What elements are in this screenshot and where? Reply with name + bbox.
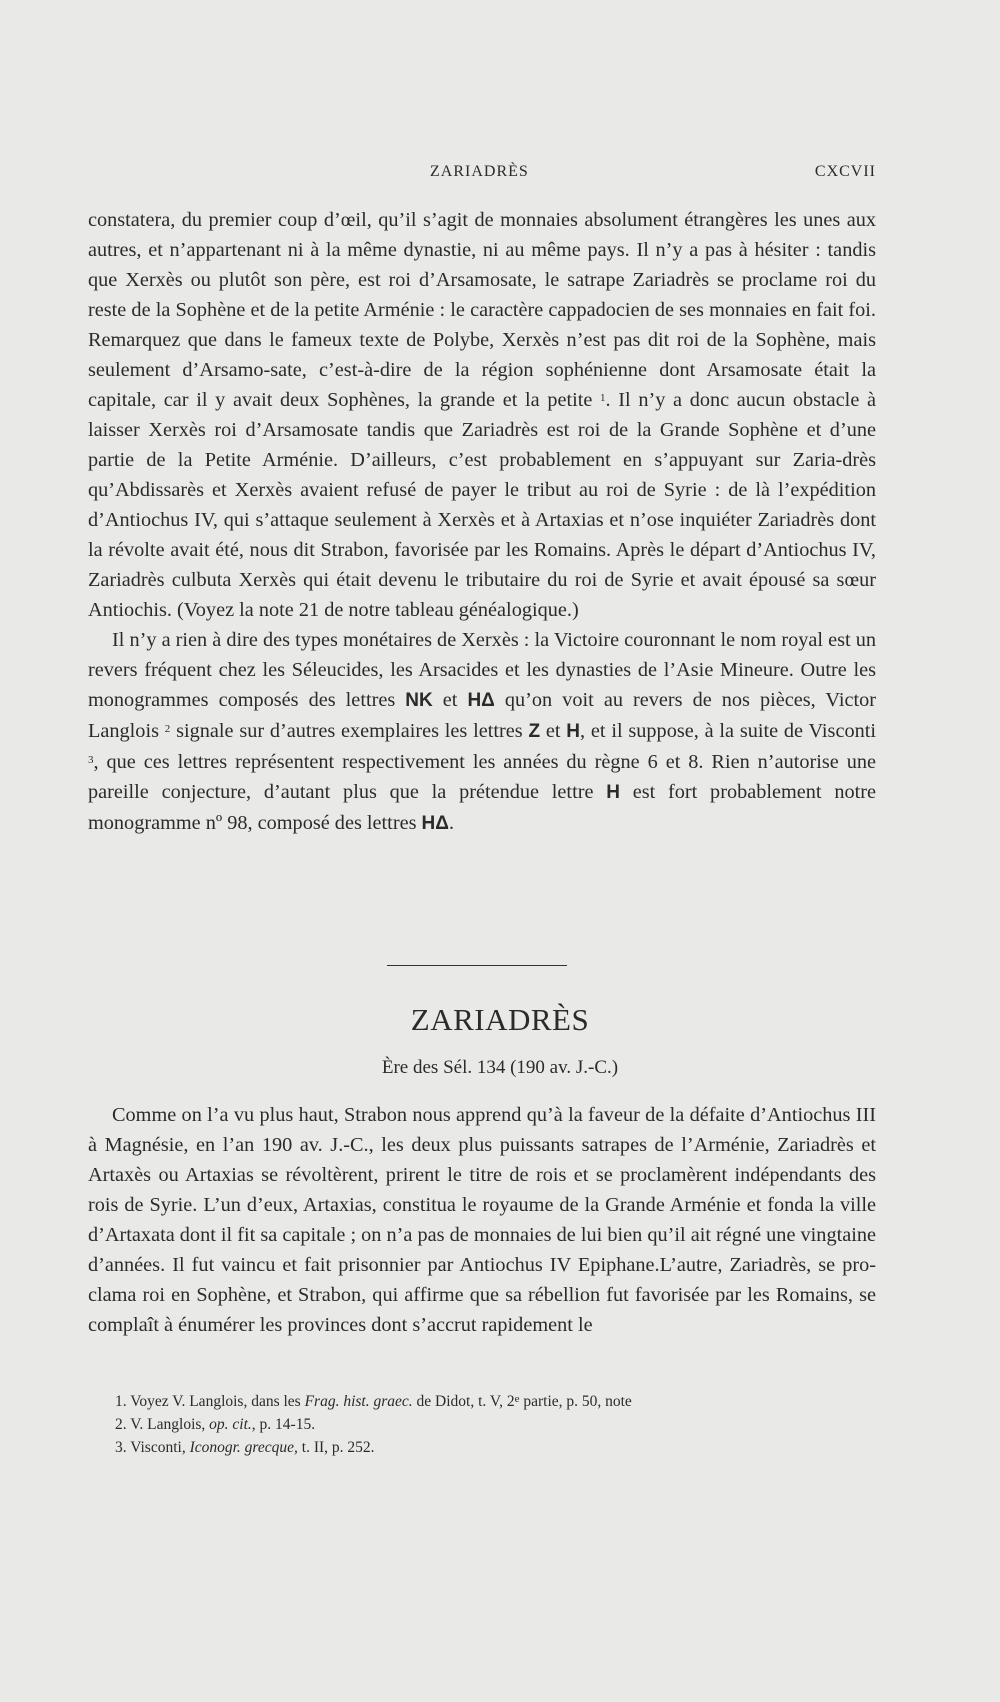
- running-title: ZARIADRÈS: [430, 163, 529, 180]
- footnote-3: [115, 1436, 815, 1459]
- monogram-nk: NK: [405, 690, 433, 711]
- footnote-superscript: e: [514, 1393, 520, 1405]
- paragraph-1-text-b: . Il n’y a donc aucun obstacle à laisser Xerxès roi d’Arsamosate tandis que Zariadrès est roi de la Grande Sophène et d’une partie de la Petite Arménie. D’ailleurs, c’est probablement en s’appuyant sur Zaria-drès qu’Abdissarès et Xerxès avaient refusé de payer le tribut au roi de Syrie : de là l’expédition d’Antiochus IV, qui s’attaque seulement à Xerxès et à Artaxias et n’ose inquiéter Zariadrès dont la révolte avait été, nous dit Strabon, favorisée par les Romains. Après le départ d’Antiochus IV, Zariadrès culbuta Xerxès qui était devenu le tributaire du roi de Syrie et avait épousé sa sœur Antiochis. (Voyez la note 21 de notre tableau généalogique.): [88, 389, 876, 621]
- paragraph-2-text: et: [432, 689, 468, 711]
- footnote-number: 2.: [115, 1416, 127, 1433]
- paragraph-2-text: signale sur d’autres exemplaires les lettres: [170, 720, 529, 742]
- footnotes: [115, 1390, 815, 1459]
- footnote-ref-3: 3: [88, 754, 94, 766]
- section-era: Ère des Sél. 134 (190 av. J.-C.): [381, 1057, 619, 1078]
- running-head: [88, 163, 876, 185]
- monogram-h: H: [606, 782, 620, 803]
- section-divider: [387, 965, 567, 966]
- paragraph-3: Comme on l’a vu plus haut, Strabon nous apprend qu’à la faveur de la défaite d’Antiochus III à Magnésie, en l’an 190 av. J.-C., les deux plus puissants satrapes de l’Arménie, Zariadrès et Artaxès ou Artaxias se révoltèrent, prirent le titre de rois et se proclamèrent indépendants des rois de Syrie. L’un d’eux, Artaxias, constitua le royaume de la Grande Arménie et fonda la ville d’Artaxata dont il fit sa capitale ; on n’a pas de monnaies de lui bien qu’il ait régné une vingtaine d’années. Il fut vaincu et fait prisonnier par Antiochus IV Epiphane.L’autre, Zariadrès, se pro-clama roi en Sophène, et Strabon, qui affirme que sa rébellion fut favorisée par les Romains, se complaît à énumérer les provinces dont s’accrut rapidement le: [88, 1104, 876, 1336]
- footnote-2: [115, 1413, 815, 1436]
- monogram-hd: HΔ: [421, 813, 449, 834]
- footnote-ref-1: 1: [600, 392, 606, 404]
- paragraph-2-text: est fort probablement notre monogramme nº 98, composé des lettres: [88, 781, 876, 834]
- paragraph-2-text: , et il suppose, à la suite de Visconti: [580, 720, 876, 742]
- footnote-number: 3.: [115, 1439, 127, 1456]
- body-text-upper: [88, 205, 876, 839]
- footnote-number: 1.: [115, 1393, 127, 1410]
- footnote-text: , p. 14-15.: [251, 1416, 316, 1433]
- footnote-italic: Frag. hist. graec.: [304, 1393, 413, 1410]
- paragraph-1: [88, 205, 876, 625]
- footnote-text: partie, p. 50, note: [519, 1393, 632, 1410]
- paragraph-2-text: , que ces lettres représentent respectivement les années du règne 6 et 8. Rien n’autorise une pareille conjecture, d’autant plus que la prétendue lettre: [88, 751, 876, 803]
- paragraph-2-text: qu’on voit au revers de nos pièces, Victor Langlois: [88, 689, 876, 742]
- footnote-ref-2: 2: [164, 723, 171, 735]
- footnote-text: V. Langlois,: [126, 1416, 210, 1433]
- footnote-italic: op. cit.: [209, 1416, 252, 1433]
- footnote-text: Visconti,: [126, 1439, 190, 1456]
- page-number: CXCVII: [814, 163, 876, 180]
- paragraph-2-text: Il n’y a rien à dire des types monétaires de Xerxès : la Victoire couronnant le nom royal est un revers fréquent chez les Séleucides, les Arsacides et les dynasties de l’Asie Mineure. Outre les monogrammes composés des lettres: [88, 629, 876, 711]
- paragraph-1-text-a: constatera, du premier coup d’œil, qu’il s’agit de monnaies absolument étrangères les unes aux autres, et n’appartenant ni à la même dynastie, ni au même pays. Il n’y a pas à hésiter : tandis que Xerxès ou plutôt son père, est roi d’Arsamosate, le satrape Zariadrès se proclame roi du reste de la Sophène et de la petite Arménie : le caractère cappadocien de ses monnaies en fait foi. Remarquez que dans le fameux texte de Polybe, Xerxès n’est pas dit roi de la Sophène, mais seulement d’Arsamo-sate, c’est-à-dire de la région sophénienne dont Arsamosate était la capitale, car il y avait deux Sophènes, la grande et la petite: [88, 209, 876, 411]
- footnote-text: t. II, p. 252.: [297, 1439, 375, 1456]
- paragraph-2-text: .: [448, 812, 455, 834]
- body-text-lower: [88, 1100, 876, 1340]
- monogram-h: H: [566, 721, 581, 742]
- footnote-italic: Iconogr. grecque,: [189, 1439, 298, 1456]
- monogram-z: Z: [528, 721, 541, 742]
- section-title: ZARIADRÈS: [410, 1002, 590, 1037]
- paragraph-2: [88, 625, 876, 839]
- monogram-hd: HΔ: [467, 690, 495, 711]
- footnote-text: de Didot, t. V, 2: [412, 1393, 515, 1410]
- footnote-1: [115, 1390, 815, 1413]
- footnote-text: Voyez V. Langlois, dans les: [126, 1393, 305, 1410]
- paragraph-2-text: et: [540, 720, 567, 742]
